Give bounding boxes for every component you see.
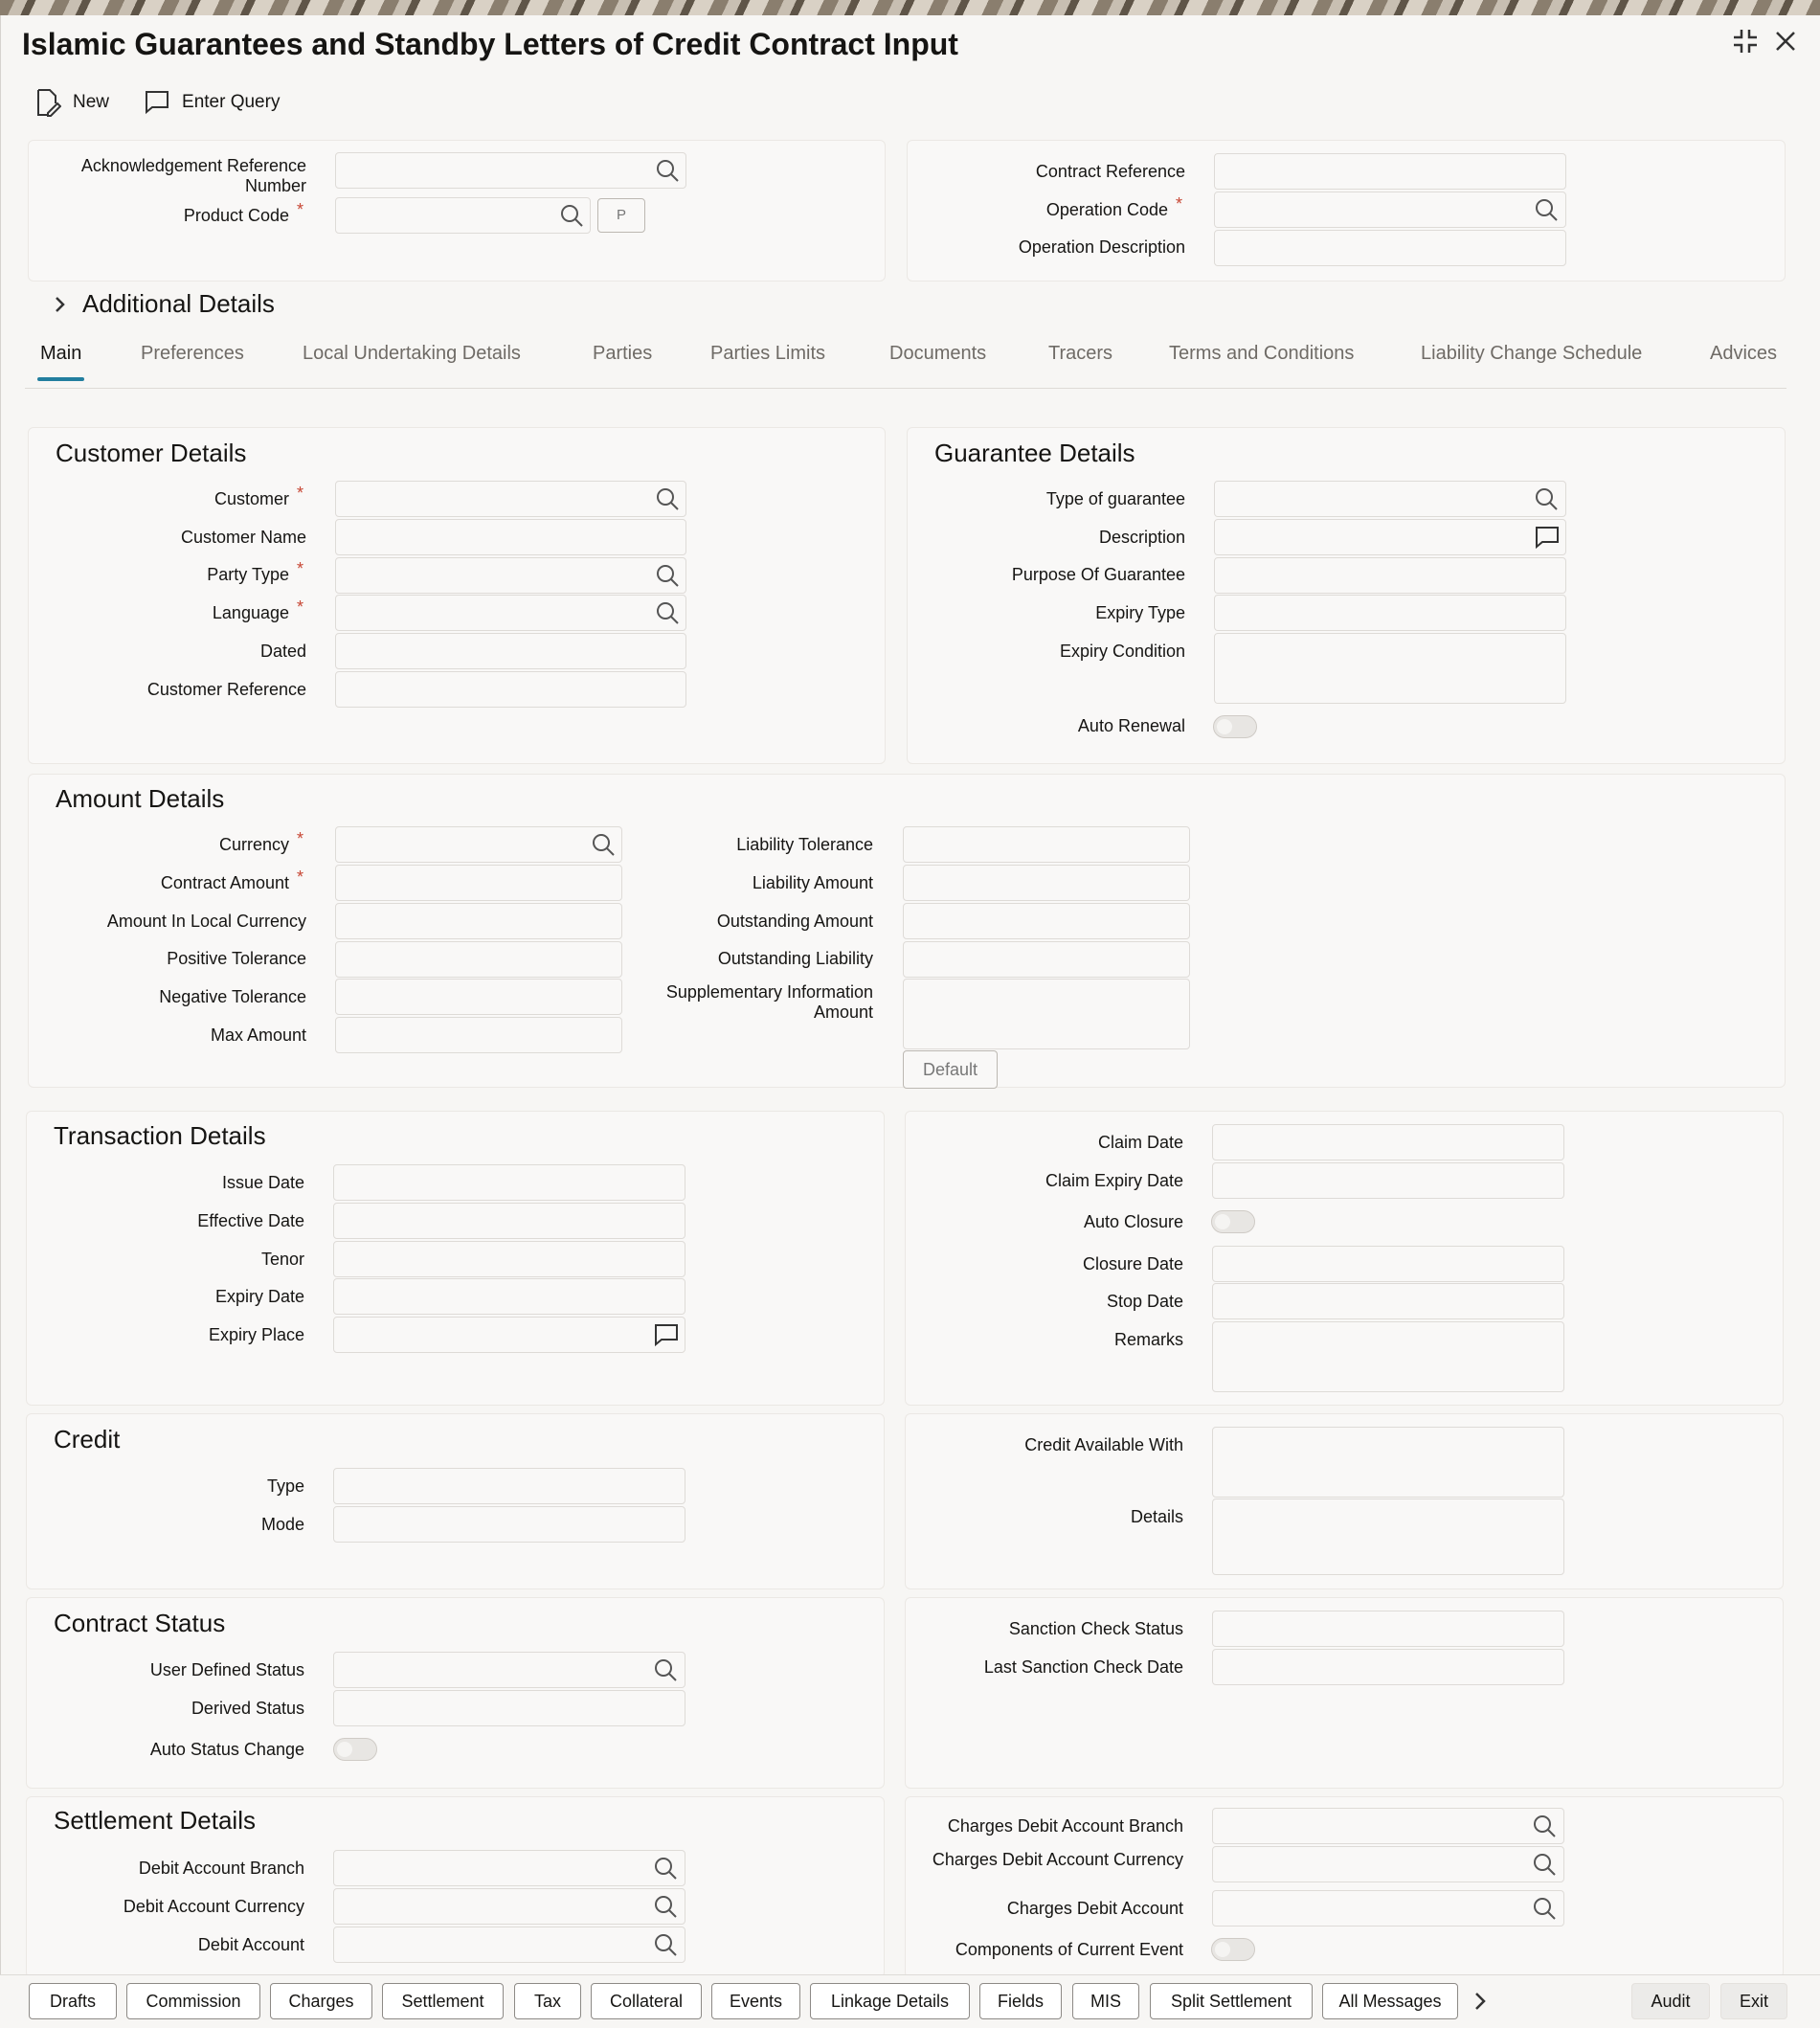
new-button[interactable] — [34, 88, 109, 117]
party-type-input[interactable] — [335, 557, 686, 594]
closure-date-label: Closure Date — [1082, 1254, 1183, 1273]
maximize-icon[interactable] — [1731, 27, 1760, 63]
customer-name-label: Customer Name — [180, 528, 306, 547]
claim-expiry-date-label: Claim Expiry Date — [1045, 1171, 1183, 1190]
window-title: Islamic Guarantees and Standby Letters of Credit Contract Input — [22, 27, 958, 61]
settlement-button[interactable]: Settlement — [382, 1983, 504, 2019]
credit-details-label: Details — [1130, 1507, 1183, 1526]
claim-date-label: Claim Date — [1097, 1133, 1183, 1152]
claim-date-input[interactable] — [1212, 1124, 1564, 1160]
header-decoration-strip — [0, 0, 1820, 15]
auto-status-change-label: Auto Status Change — [149, 1740, 304, 1759]
effective-date-input[interactable] — [333, 1203, 685, 1239]
customer-label: Customer — [213, 489, 289, 508]
effective-date-label: Effective Date — [197, 1211, 304, 1230]
required-marker: * — [297, 829, 304, 848]
additional-details-label: Additional Details — [82, 289, 275, 318]
user-defined-status-label: User Defined Status — [149, 1660, 304, 1679]
required-marker: * — [297, 559, 304, 578]
search-icon[interactable] — [1532, 1814, 1557, 1838]
charges-debit-account-label: Charges Debit Account — [1006, 1899, 1183, 1918]
expiry-type-label: Expiry Type — [1095, 603, 1185, 622]
remarks-label: Remarks — [1113, 1330, 1183, 1349]
tab-parties-limits[interactable]: Parties Limits — [710, 343, 826, 364]
expiry-place-input[interactable] — [333, 1317, 685, 1353]
description-label: Description — [1098, 528, 1185, 547]
supplementary-info-label: Supplementary Information Amount — [665, 982, 873, 1022]
customer-reference-label: Customer Reference — [146, 680, 306, 699]
outstanding-liability-label: Outstanding Liability — [717, 949, 873, 968]
currency-input[interactable] — [335, 826, 622, 863]
auto-closure-label: Auto Closure — [1083, 1212, 1183, 1231]
debit-account-branch-label: Debit Account Branch — [138, 1859, 304, 1878]
tab-main[interactable]: Main — [40, 343, 82, 364]
tab-tracers[interactable]: Tracers — [1048, 343, 1113, 364]
stop-date-input[interactable] — [1212, 1283, 1564, 1319]
description-input[interactable] — [1214, 519, 1566, 555]
operation-code-input[interactable] — [1214, 192, 1566, 228]
credit-available-with-input[interactable] — [1212, 1427, 1564, 1498]
negative-tolerance-input[interactable] — [335, 979, 622, 1015]
liability-amount-label: Liability Amount — [752, 873, 873, 892]
search-icon[interactable] — [1532, 1896, 1557, 1921]
search-icon[interactable] — [655, 158, 680, 183]
purpose-label: Purpose Of Guarantee — [1011, 565, 1185, 584]
positive-tolerance-input[interactable] — [335, 941, 622, 978]
comment-icon[interactable] — [1534, 525, 1559, 550]
search-icon[interactable] — [1534, 486, 1559, 511]
customer-details-title: Customer Details — [56, 439, 247, 467]
footer-bar — [0, 1974, 1820, 2028]
debit-account-currency-label: Debit Account Currency — [123, 1897, 304, 1916]
tab-terms-conditions[interactable]: Terms and Conditions — [1169, 343, 1355, 364]
tab-liability-change[interactable]: Liability Change Schedule — [1421, 343, 1643, 364]
charges-debit-branch-label: Charges Debit Account Branch — [947, 1816, 1183, 1836]
debit-account-input[interactable] — [333, 1927, 685, 1963]
additional-details-toggle[interactable] — [54, 289, 275, 319]
credit-available-with-label: Credit Available With — [1024, 1435, 1183, 1454]
collateral-button[interactable]: Collateral — [591, 1983, 702, 2019]
tab-bar — [25, 337, 1786, 391]
user-defined-status-input[interactable] — [333, 1652, 685, 1688]
search-icon[interactable] — [591, 832, 616, 857]
default-button[interactable]: Default — [903, 1050, 998, 1089]
sanction-check-status-label: Sanction Check Status — [1008, 1619, 1183, 1638]
negative-tolerance-label: Negative Tolerance — [159, 987, 306, 1006]
toolbar — [34, 86, 280, 119]
sanction-check-status-input[interactable] — [1212, 1611, 1564, 1647]
tab-preferences[interactable]: Preferences — [141, 343, 244, 364]
local-currency-amount-label: Amount In Local Currency — [106, 912, 306, 931]
search-icon[interactable] — [1534, 197, 1559, 222]
liability-tolerance-input[interactable] — [903, 826, 1190, 863]
tab-documents[interactable]: Documents — [889, 343, 987, 364]
product-p-button[interactable]: P — [597, 198, 645, 233]
tab-divider — [25, 388, 1786, 389]
guarantee-details-title: Guarantee Details — [934, 439, 1135, 467]
operation-desc-label: Operation Description — [1018, 237, 1185, 257]
enter-query-button[interactable] — [144, 89, 280, 116]
product-code-input[interactable] — [335, 197, 591, 234]
tab-advices[interactable]: Advices — [1710, 343, 1778, 364]
type-of-guarantee-label: Type of guarantee — [1045, 489, 1185, 508]
search-icon[interactable] — [653, 1894, 678, 1919]
customer-name-input[interactable] — [335, 519, 686, 555]
chevron-right-icon[interactable] — [1472, 1989, 1489, 2018]
required-marker: * — [1176, 194, 1183, 214]
dated-label: Dated — [259, 642, 306, 661]
dated-input[interactable] — [335, 633, 686, 669]
customer-reference-input[interactable] — [335, 671, 686, 708]
ack-ref-label: Acknowledgement Reference Number — [80, 156, 306, 195]
tenor-label: Tenor — [260, 1250, 304, 1269]
search-icon[interactable] — [653, 1932, 678, 1957]
liability-tolerance-label: Liability Tolerance — [736, 835, 873, 854]
enter-query-label: Enter Query — [182, 92, 281, 112]
new-button-label: New — [73, 92, 110, 112]
credit-mode-label: Mode — [260, 1515, 304, 1534]
debit-account-branch-input[interactable] — [333, 1850, 685, 1886]
type-of-guarantee-input[interactable] — [1214, 481, 1566, 517]
party-type-label: Party Type — [207, 565, 289, 584]
auto-closure-toggle[interactable] — [1211, 1210, 1255, 1233]
contract-amount-input[interactable] — [335, 865, 622, 901]
charges-debit-currency-label: Charges Debit Account Currency — [932, 1850, 1183, 1869]
credit-type-input[interactable] — [333, 1468, 685, 1504]
stop-date-label: Stop Date — [1106, 1292, 1183, 1311]
charges-button[interactable]: Charges — [270, 1983, 372, 2019]
tax-button[interactable]: Tax — [514, 1983, 581, 2019]
mis-button[interactable]: MIS — [1072, 1983, 1139, 2019]
split-settlement-button[interactable]: Split Settlement — [1150, 1983, 1313, 2019]
issue-date-label: Issue Date — [221, 1173, 304, 1192]
tenor-input[interactable] — [333, 1241, 685, 1277]
settlement-details-title: Settlement Details — [54, 1806, 256, 1835]
outstanding-amount-input[interactable] — [903, 903, 1190, 939]
expiry-date-input[interactable] — [333, 1278, 685, 1315]
search-icon[interactable] — [655, 600, 680, 625]
commission-button[interactable]: Commission — [126, 1983, 260, 2019]
events-button[interactable]: Events — [711, 1983, 800, 2019]
debit-account-label: Debit Account — [197, 1935, 304, 1954]
fields-button[interactable]: Fields — [979, 1983, 1062, 2019]
search-icon[interactable] — [653, 1657, 678, 1682]
liability-amount-input[interactable] — [903, 865, 1190, 901]
charges-debit-account-input[interactable] — [1212, 1890, 1564, 1927]
positive-tolerance-label: Positive Tolerance — [167, 949, 306, 968]
comment-icon[interactable] — [653, 1322, 678, 1347]
auto-renewal-toggle[interactable] — [1213, 715, 1257, 738]
closure-date-input[interactable] — [1212, 1246, 1564, 1282]
auto-status-change-toggle[interactable] — [333, 1738, 377, 1761]
claim-expiry-date-input[interactable] — [1212, 1162, 1564, 1199]
operation-desc-input[interactable] — [1214, 230, 1566, 266]
language-input[interactable] — [335, 595, 686, 631]
supplementary-info-input[interactable] — [903, 979, 1190, 1049]
search-icon[interactable] — [653, 1856, 678, 1881]
product-code-label: Product Code — [183, 206, 289, 225]
purpose-input[interactable] — [1214, 557, 1566, 594]
credit-title: Credit — [54, 1425, 121, 1453]
remarks-input[interactable] — [1212, 1321, 1564, 1392]
required-marker: * — [297, 484, 304, 503]
issue-date-input[interactable] — [333, 1164, 685, 1201]
chat-bubble-icon — [144, 89, 170, 116]
linkage-details-button[interactable]: Linkage Details — [810, 1983, 970, 2019]
derived-status-input[interactable] — [333, 1690, 685, 1726]
expiry-date-label: Expiry Date — [214, 1287, 304, 1306]
last-sanction-date-input[interactable] — [1212, 1649, 1564, 1685]
search-icon[interactable] — [655, 486, 680, 511]
transaction-details-title: Transaction Details — [54, 1121, 266, 1150]
charges-debit-branch-input[interactable] — [1212, 1808, 1564, 1844]
customer-input[interactable] — [335, 481, 686, 517]
credit-details-input[interactable] — [1212, 1498, 1564, 1575]
ack-ref-input[interactable] — [335, 152, 686, 189]
charges-debit-currency-input[interactable] — [1212, 1846, 1564, 1882]
contract-amount-label: Contract Amount — [160, 873, 289, 892]
contract-ref-input[interactable] — [1214, 153, 1566, 190]
tab-parties[interactable]: Parties — [593, 343, 653, 364]
chevron-right-icon — [54, 295, 67, 314]
amount-details-title: Amount Details — [56, 784, 225, 813]
last-sanction-date-label: Last Sanction Check Date — [983, 1657, 1183, 1677]
debit-account-currency-input[interactable] — [333, 1888, 685, 1925]
auto-renewal-label: Auto Renewal — [1077, 716, 1185, 735]
max-amount-label: Max Amount — [210, 1025, 306, 1045]
required-marker: * — [297, 597, 304, 617]
search-icon[interactable] — [1532, 1852, 1557, 1877]
derived-status-label: Derived Status — [191, 1699, 304, 1718]
all-messages-button[interactable]: All Messages — [1322, 1983, 1458, 2019]
new-document-icon — [34, 88, 61, 117]
currency-label: Currency — [218, 835, 289, 854]
search-icon[interactable] — [655, 563, 680, 588]
credit-type-label: Type — [266, 1476, 304, 1496]
close-icon[interactable] — [1771, 27, 1800, 63]
outstanding-amount-label: Outstanding Amount — [716, 912, 873, 931]
max-amount-input[interactable] — [335, 1017, 622, 1053]
required-marker: * — [297, 200, 304, 219]
outstanding-liability-input[interactable] — [903, 941, 1190, 978]
tab-local-undertaking[interactable]: Local Undertaking Details — [303, 343, 521, 364]
audit-button[interactable]: Audit — [1631, 1983, 1710, 2019]
expiry-type-input[interactable] — [1214, 595, 1566, 631]
drafts-button[interactable]: Drafts — [29, 1983, 117, 2019]
contract-status-title: Contract Status — [54, 1609, 226, 1637]
contract-ref-label: Contract Reference — [1035, 162, 1185, 181]
language-label: Language — [212, 603, 289, 622]
components-current-event-toggle[interactable] — [1211, 1938, 1255, 1961]
components-current-event-label: Components of Current Event — [955, 1940, 1183, 1959]
exit-button[interactable]: Exit — [1720, 1983, 1787, 2019]
local-currency-amount-input[interactable] — [335, 903, 622, 939]
required-marker: * — [297, 868, 304, 887]
expiry-condition-input[interactable] — [1214, 633, 1566, 704]
operation-code-label: Operation Code — [1045, 200, 1168, 219]
expiry-place-label: Expiry Place — [208, 1325, 304, 1344]
expiry-condition-label: Expiry Condition — [1059, 642, 1185, 661]
search-icon[interactable] — [559, 203, 584, 228]
credit-mode-input[interactable] — [333, 1506, 685, 1543]
